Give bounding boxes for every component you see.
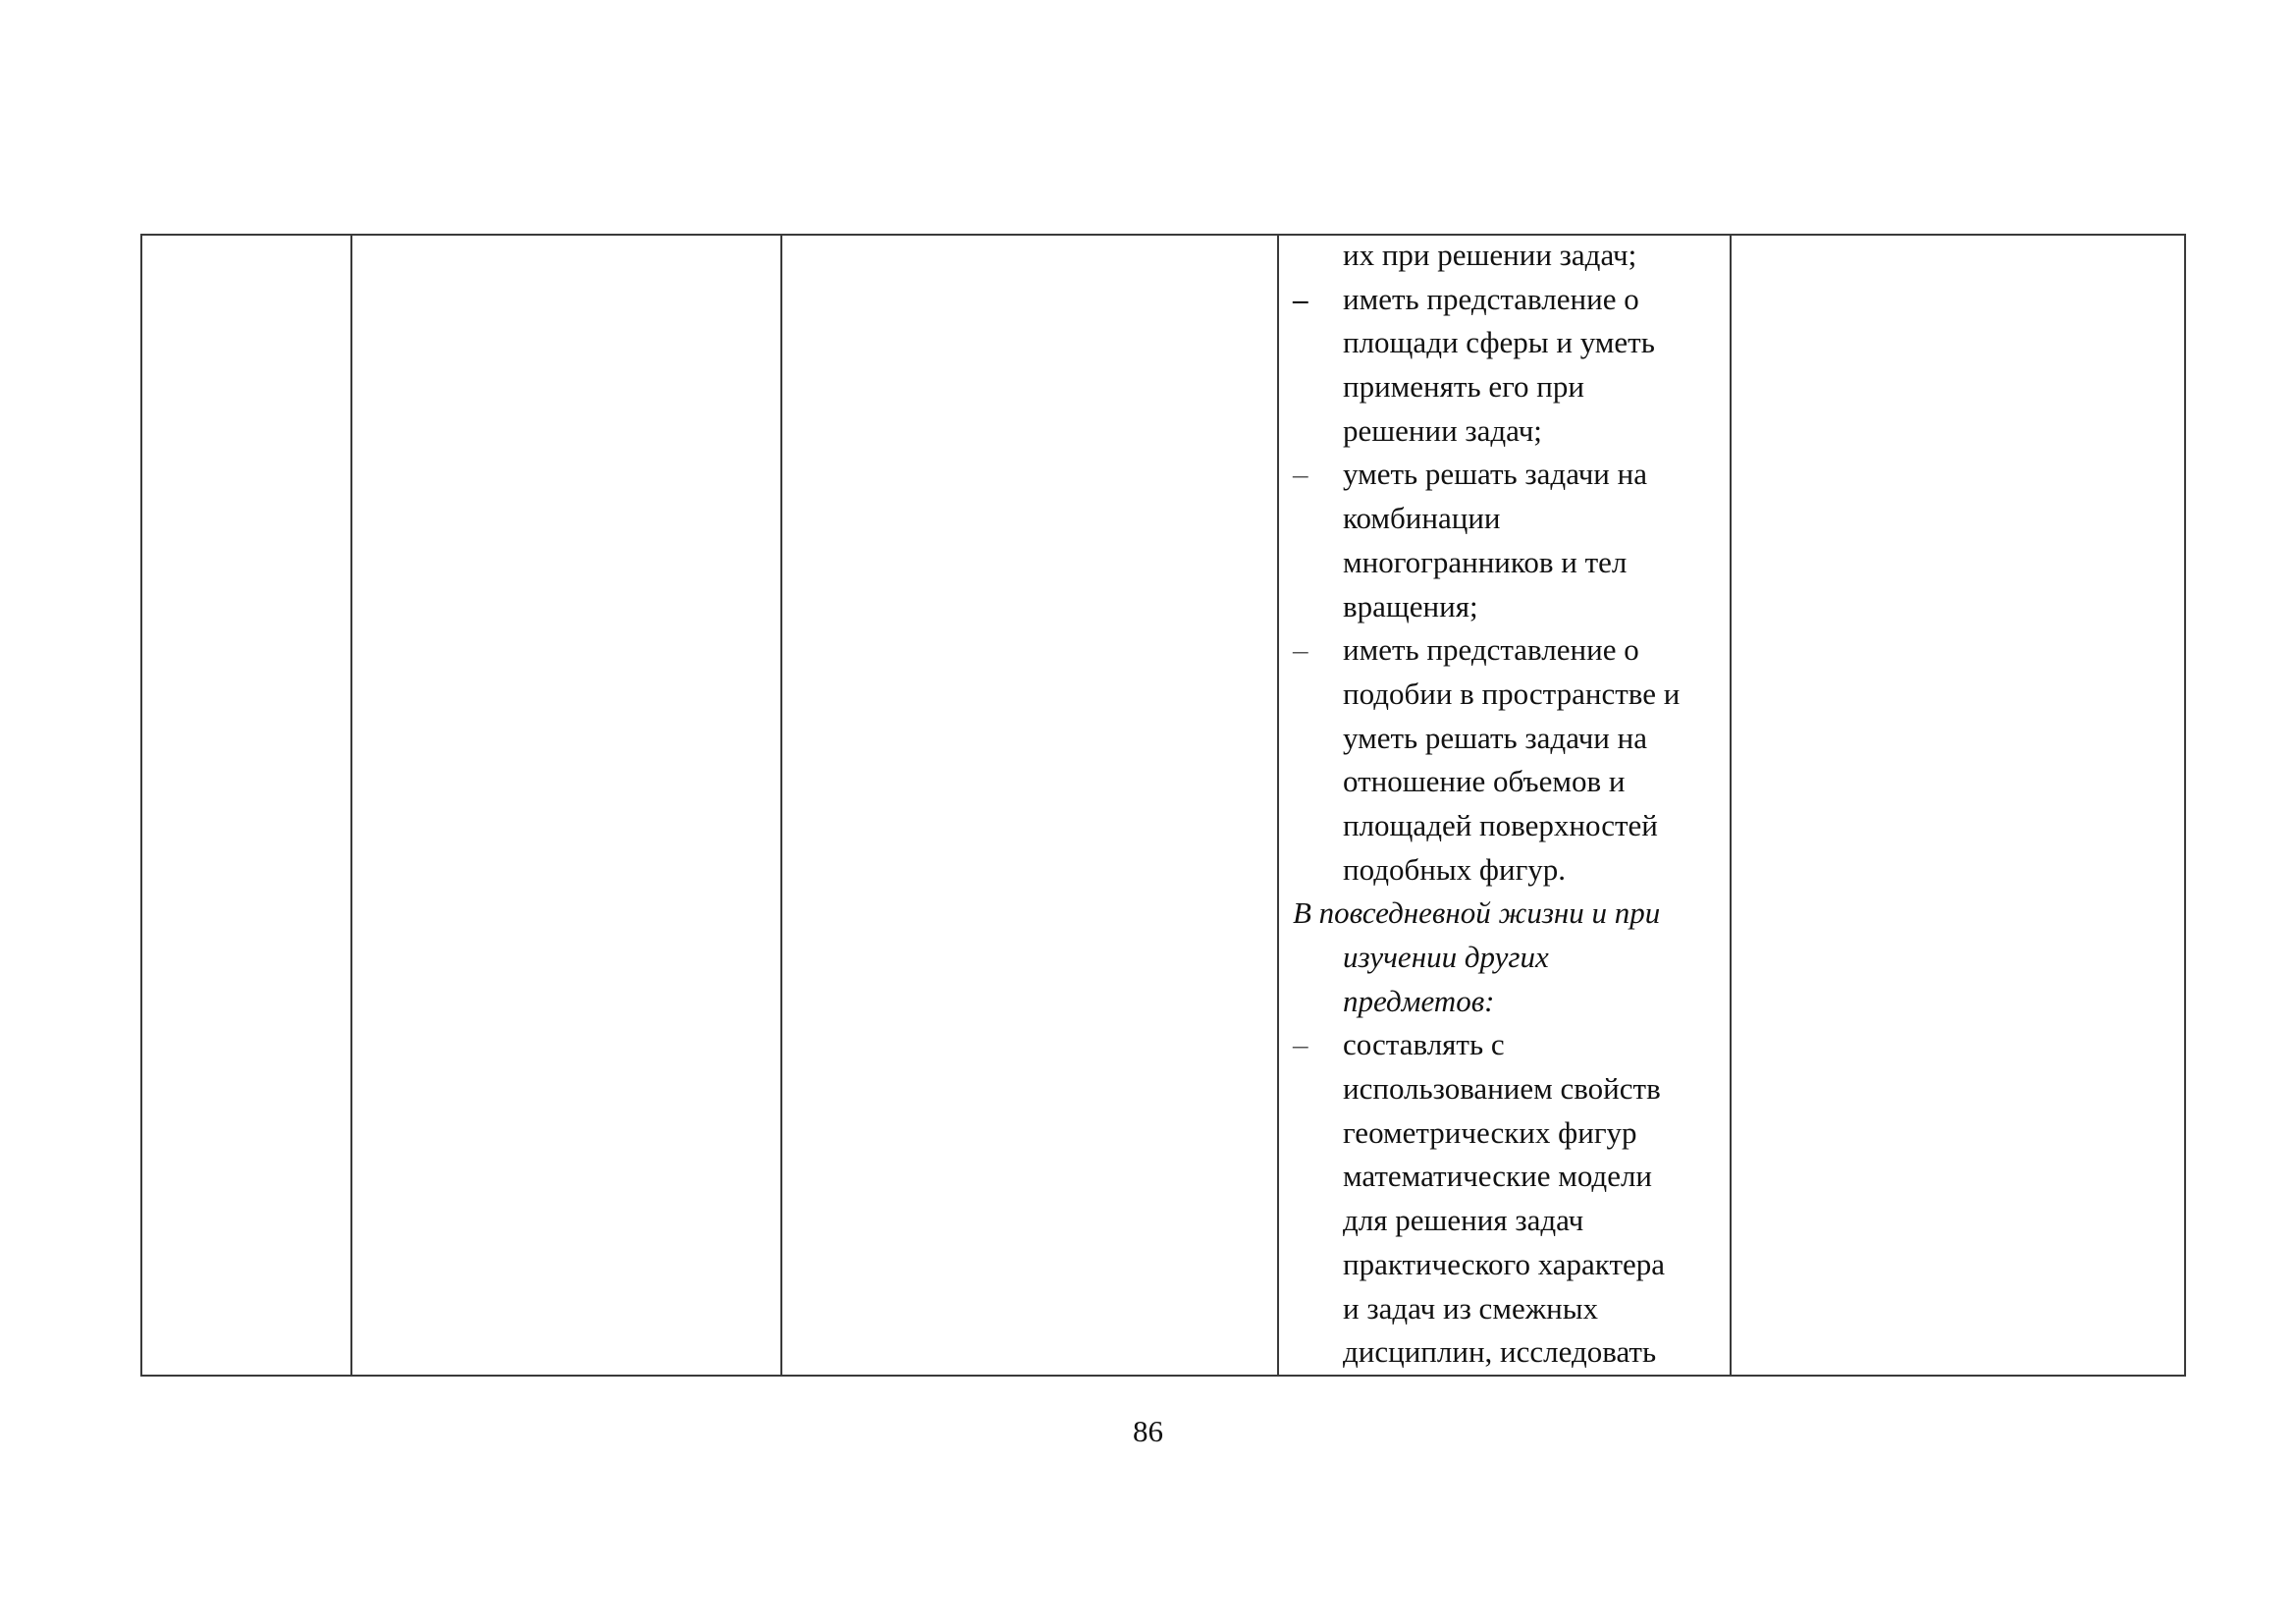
line-text: подобных фигур. <box>1343 851 1567 887</box>
text-line <box>1279 1199 1730 1243</box>
bullet-line <box>1279 453 1730 497</box>
line-text: применять его при <box>1343 369 1584 405</box>
bullet-line <box>1279 628 1730 673</box>
bullet-line <box>1279 278 1730 322</box>
text-line <box>1279 497 1730 541</box>
cell-text-container <box>1279 236 1730 1375</box>
line-text: иметь представление о <box>1343 281 1639 316</box>
text-line <box>1279 892 1730 936</box>
table-cell-col2 <box>351 235 781 1376</box>
table-cell-col5 <box>1731 235 2185 1376</box>
dash-bullet-icon: – <box>1293 1027 1308 1062</box>
bullet-line <box>1279 1023 1730 1067</box>
line-text: вращения; <box>1343 588 1478 623</box>
line-text: отношение объемов и <box>1343 764 1626 799</box>
text-line <box>1279 936 1730 980</box>
table-cell-col4 <box>1278 235 1731 1376</box>
line-text: площадей поверхностей <box>1343 807 1658 842</box>
line-text: для решения задач <box>1343 1203 1584 1238</box>
text-line <box>1279 365 1730 409</box>
line-text: их при решении задач; <box>1343 238 1637 272</box>
text-line <box>1279 585 1730 629</box>
text-line <box>1279 321 1730 365</box>
page-number: 86 <box>1133 1414 1163 1448</box>
line-text: подобии в пространстве и <box>1343 676 1681 711</box>
content-table <box>140 234 2186 1377</box>
line-text: иметь представление о <box>1343 632 1639 668</box>
text-line <box>1279 1111 1730 1156</box>
line-text: В повседневной жизни и при <box>1293 895 1661 931</box>
text-line <box>1279 980 1730 1024</box>
line-text: составлять с <box>1343 1027 1505 1062</box>
line-text: использованием свойств <box>1343 1071 1661 1107</box>
table-row <box>141 235 2185 1376</box>
line-text: геометрических фигур <box>1343 1114 1637 1150</box>
dash-bullet-icon: – <box>1293 632 1308 668</box>
dash-bullet-icon: – <box>1293 457 1308 492</box>
line-text: дисциплин, исследовать <box>1343 1334 1657 1370</box>
line-text: изучении других <box>1343 940 1549 974</box>
line-text: комбинации <box>1343 501 1501 536</box>
line-text: предметов: <box>1343 983 1495 1018</box>
text-line <box>1279 717 1730 761</box>
text-line <box>1279 1330 1730 1375</box>
dash-bullet-icon: – <box>1293 281 1308 316</box>
table-cell-col1 <box>141 235 351 1376</box>
line-text: решении задач; <box>1343 412 1542 448</box>
line-text: площади сферы и уметь <box>1343 325 1655 360</box>
text-line <box>1279 760 1730 804</box>
text-line <box>1279 804 1730 848</box>
line-text: математические модели <box>1343 1159 1653 1194</box>
text-line <box>1279 409 1730 454</box>
text-line <box>1279 236 1730 278</box>
line-text: практического характера <box>1343 1246 1666 1281</box>
line-text: уметь решать задачи на <box>1343 457 1647 492</box>
text-line <box>1279 1287 1730 1331</box>
line-text: многогранников и тел <box>1343 544 1628 579</box>
text-line <box>1279 848 1730 893</box>
text-line <box>1279 1155 1730 1199</box>
text-line <box>1279 541 1730 585</box>
text-line <box>1279 1067 1730 1111</box>
text-line <box>1279 673 1730 717</box>
line-text: уметь решать задачи на <box>1343 720 1647 755</box>
line-text: и задач из смежных <box>1343 1290 1599 1326</box>
requirements-text <box>1279 236 1730 1375</box>
table-cell-col3 <box>781 235 1278 1376</box>
text-line <box>1279 1243 1730 1287</box>
